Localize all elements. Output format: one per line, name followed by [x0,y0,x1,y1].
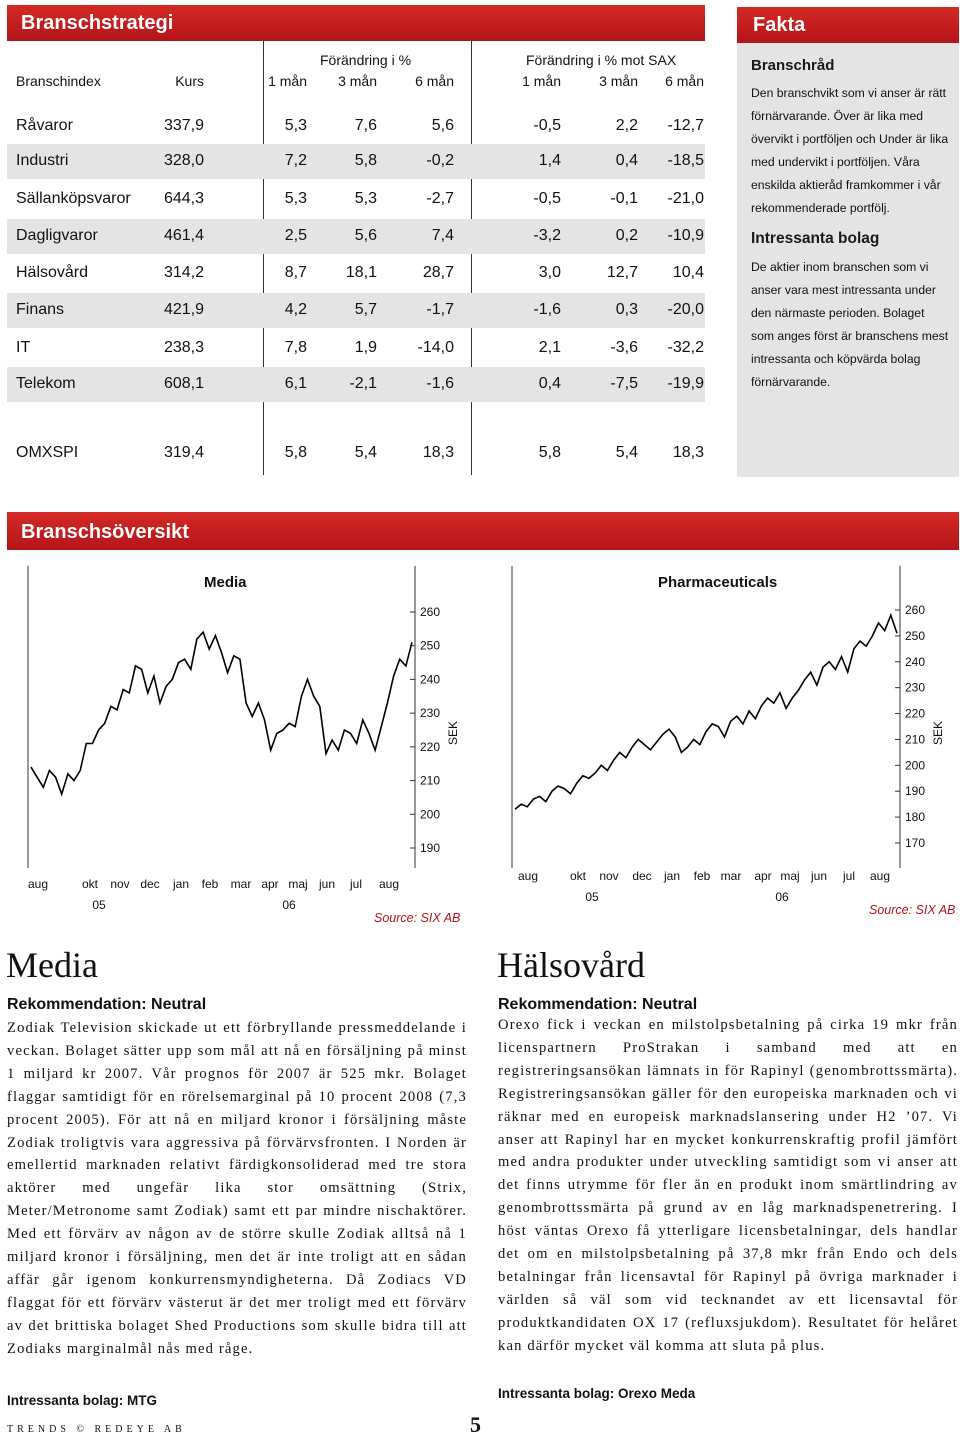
table-cell: 7,8 [284,339,307,356]
fakta-text-bolag: De aktier inom branschen som vi anser vara mest intressanta under den närmaste perioden. Bolaget som anges först är branschens mest intressanta och köpvärda bolag förnärvarande. [751,260,949,389]
table-cell: -7,5 [610,375,638,392]
table-cell: -10,9 [667,227,704,244]
x-tick-label: jan [663,869,681,883]
halsovard-recommendation: Rekommendation: Neutral [498,996,698,1013]
y-tick-label: 240 [420,672,441,687]
table-cell: -1,7 [426,301,454,318]
x-tick-label: feb [201,877,219,891]
page-number: 5 [470,1412,481,1436]
table-cell: -12,7 [667,117,704,134]
table-cell: -1,6 [533,301,561,318]
table-cell: 0,4 [615,152,638,169]
table-cell: -0,5 [533,190,561,207]
pharma-chart [480,560,960,940]
media-title: Media [6,945,98,985]
chart-title-media: Media [204,574,247,591]
table-cell: 0,2 [615,227,638,244]
table-cell: 5,4 [615,444,638,461]
x-tick-label: jul [349,877,363,891]
table-cell: 28,7 [422,264,454,281]
media-text: Zodiak Television skickade ut ett förbryllande pressmeddelande i veckan. Bolaget sätter upp som mål att nå en försäljning på minst 1 miljard kr 2007. Vår prognos för 2007 är 525 mkr. Bolaget flaggar samtidigt för en rörelsemarginal på 10 procent 2008 (7,3 procent 2005). För att nå en miljard kronor i försäljning måste Zodiak troligtvis vara aggressiva på förvärvsfronten. I Norden är emellertid marknaden relativt färdigkonsoliderad med tre stora aktörer med ungefär lika stor omsättning (Strix, Meter/Metronome samt Zodiak) samt ett par mindre nischaktörer. Med ett förvärv av någon av de större skulle Zodiak alltså nå 1 miljard kronor i försäljning, men det är inte troligt att en sådan affär går igenom konkurrensmyndigheterna. Då Zodiacs VD flaggat för ett förvärv västerut är det mer troligt med ett förvärv av det brittiska bolaget Shed Productions som skulle bidra till att Zodiaks marginalmål nås med råge. [7,1020,467,1357]
table-row [7,367,705,402]
table-cell: 314,2 [163,264,204,281]
table-cell: 12,7 [606,264,638,281]
table-cell: 18,3 [422,444,454,461]
table-cell: 18,1 [345,264,377,281]
column-header: 1 mån [522,73,561,89]
row-label: Sällanköpsvaror [16,190,131,207]
table-cell: -0,1 [610,190,638,207]
column-header: Branschindex [16,73,101,89]
table-cell: 238,3 [163,339,204,356]
x-year-label: 05 [92,898,106,912]
x-tick-label: mar [720,869,742,883]
x-tick-label: okt [81,877,99,891]
table-cell: 10,4 [672,264,704,281]
y-tick-label: 250 [420,638,441,653]
x-tick-label: dec [632,869,652,883]
row-label: Telekom [16,375,76,392]
table-cell: 7,6 [354,117,377,134]
row-label: OMXSPI [16,444,79,461]
table-cell: -0,5 [533,117,561,134]
column-header: Kurs [175,73,204,89]
y-tick-label: 250 [905,628,926,643]
row-label: Dagligvaror [16,227,98,244]
x-tick-label: jan [172,877,190,891]
x-tick-label: nov [599,869,619,883]
x-tick-label: dec [140,877,160,891]
table-cell: 1,9 [354,339,377,356]
table-cell: -3,2 [533,227,561,244]
table-cell: -21,0 [667,190,704,207]
table-cell: 328,0 [163,152,204,169]
y-tick-label: 220 [420,739,441,754]
y-tick-label: 210 [905,732,926,747]
x-tick-label: jun [318,877,336,891]
table-cell: -3,6 [610,339,638,356]
halsovard-text: Orexo fick i veckan en milstolpsbetalning på cirka 19 mkr från licenspartnern ProStrakan i samband med att en registreringsansökan lämnats in för Rapinyl (genombrottssmärta). Registreringsansökan gäller för den europeiska marknaden och vi räknar med en europeisk marknadslansering under H2 ’07. Vi anser att Rapinyl har en mycket konkurrenskraftig profil jämfört med andra produkter under utveckling samtidigt som vi anser att det finns utrymme för fler än en produkt inom smärtlindring av genombrottssmärta på grund av en låg marknadspenetrering. I höst väntas Orexo få ytterligare licensbetalningar, dels handlar det om en milstolpsbetalning på 37,8 mkr från Endo och dels betalningar från licensavtal för Rapinyl på övriga marknader i världen så väl som vid tecknandet av ett licensavtal för produktkandidaten OX 17 (refluxsjukdom). Resultatet för helåret kan därför mycket väl komma att sluta på plus. [498,1017,958,1354]
table-cell: 421,9 [163,301,204,318]
x-tick-label: aug [378,877,400,891]
fakta-text-branschrad: Den branschvikt som vi anser är rätt förnärvarande. Över är lika med övervikt i portföljen och Under är lika med undervikt i portföljen. Våra enskilda aktieråd framkommer i vår rekommenderade portfölj. [751,86,949,215]
table-cell: 5,7 [354,301,377,318]
table-cell: -18,5 [667,152,704,169]
x-tick-label: maj [288,877,308,891]
x-year-label: 05 [585,890,599,904]
strategy-table [7,41,705,475]
group-header-change: Förändring i % [320,52,412,68]
table-cell: -32,2 [667,339,704,356]
table-row [7,256,705,291]
x-tick-label: okt [569,869,587,883]
x-tick-label: aug [517,869,539,883]
table-cell: -1,6 [426,375,454,392]
table-cell: 5,8 [354,152,377,169]
x-tick-label: aug [869,869,891,883]
series-line [31,632,412,794]
table-cell: 5,6 [354,227,377,244]
table-cell: 2,5 [284,227,307,244]
column-header: 6 mån [665,73,704,89]
table-cell: 5,4 [354,444,377,461]
table-cell: 2,1 [538,339,561,356]
table-row [7,109,705,144]
table-cell: 5,8 [538,444,561,461]
x-tick-label: jul [842,869,856,883]
row-label: Hälsovård [16,264,89,281]
y-tick-label: 230 [905,680,926,695]
strategy-header: Branschstrategi [7,5,705,41]
series-line [515,615,897,809]
x-tick-label: maj [780,869,800,883]
footer-brand: TRENDS © REDEYE AB [7,1424,186,1435]
halsovard-title: Hälsovård [497,945,645,985]
table-row [7,331,705,366]
x-year-label: 06 [775,890,789,904]
media-recommendation: Rekommendation: Neutral [7,996,207,1013]
row-label: Industri [16,152,69,169]
table-cell: 7,4 [431,227,454,244]
fakta-heading-bolag: Intressanta bolag [751,230,880,247]
table-cell: 337,9 [163,117,204,134]
oversikt-header: Branschsöversikt [7,512,959,550]
table-cell: 7,2 [284,152,307,169]
table-cell: 18,3 [672,444,704,461]
table-cell: 3,0 [538,264,561,281]
row-label: Finans [16,301,65,318]
y-axis-label: SEK [446,720,460,745]
table-cell: -20,0 [667,301,704,318]
table-row [7,293,705,328]
fakta-heading-branschrad: Branschråd [751,57,835,74]
table-cell: 1,4 [538,152,561,169]
y-tick-label: 210 [420,773,441,788]
column-header: 1 mån [268,73,307,89]
table-cell: -19,9 [667,375,704,392]
row-label: IT [16,339,31,356]
table-cell: -2,1 [349,375,377,392]
halsovard-interesting: Intressanta bolag: Orexo Meda [498,1386,696,1401]
table-cell: 4,2 [284,301,307,318]
x-tick-label: aug [27,877,49,891]
column-header: 3 mån [338,73,377,89]
y-tick-label: 240 [905,654,926,669]
table-row [7,219,705,254]
y-tick-label: 230 [420,706,441,721]
column-header: 6 mån [415,73,454,89]
x-tick-label: apr [261,877,279,891]
table-cell: 644,3 [163,190,204,207]
fakta-box [737,43,959,477]
table-cell: 6,1 [284,375,307,392]
y-tick-label: 180 [905,810,926,825]
table-cell: 608,1 [163,375,204,392]
x-tick-label: nov [110,877,130,891]
table-cell: 461,4 [163,227,204,244]
y-tick-label: 200 [905,758,926,773]
chart-title-pharma: Pharmaceuticals [658,574,778,591]
media-chart [0,560,480,940]
table-cell: 5,6 [431,117,454,134]
x-tick-label: mar [230,877,252,891]
y-tick-label: 220 [905,706,926,721]
chart-source: Source: SIX AB [869,903,956,917]
x-year-label: 06 [282,898,296,912]
chart-source: Source: SIX AB [374,911,461,925]
table-row [7,436,705,471]
fakta-header: Fakta [737,7,959,43]
table-cell: 5,3 [354,190,377,207]
table-cell: 319,4 [163,444,204,461]
y-tick-label: 260 [420,605,441,619]
group-header-change-sax: Förändring i % mot SAX [526,52,677,68]
x-tick-label: feb [693,869,711,883]
table-cell: 5,8 [284,444,307,461]
x-tick-label: apr [754,869,772,883]
y-tick-label: 170 [905,836,926,850]
table-cell: 2,2 [615,117,638,134]
y-tick-label: 190 [420,841,441,855]
table-cell: 5,3 [284,190,307,207]
table-cell: 5,3 [284,117,307,134]
table-row [7,182,705,217]
y-tick-label: 200 [420,807,441,822]
table-cell: 8,7 [284,264,307,281]
table-cell: -0,2 [426,152,454,169]
y-axis-label: SEK [931,720,945,745]
table-row [7,144,705,179]
x-tick-label: jun [810,869,828,883]
table-cell: 0,3 [615,301,638,318]
media-interesting: Intressanta bolag: MTG [7,1393,158,1408]
table-cell: -14,0 [417,339,454,356]
table-cell: -2,7 [426,190,454,207]
column-header: 3 mån [599,73,638,89]
table-cell: 0,4 [538,375,561,392]
y-tick-label: 190 [905,784,926,799]
y-tick-label: 260 [905,603,926,617]
row-label: Råvaror [16,117,73,134]
